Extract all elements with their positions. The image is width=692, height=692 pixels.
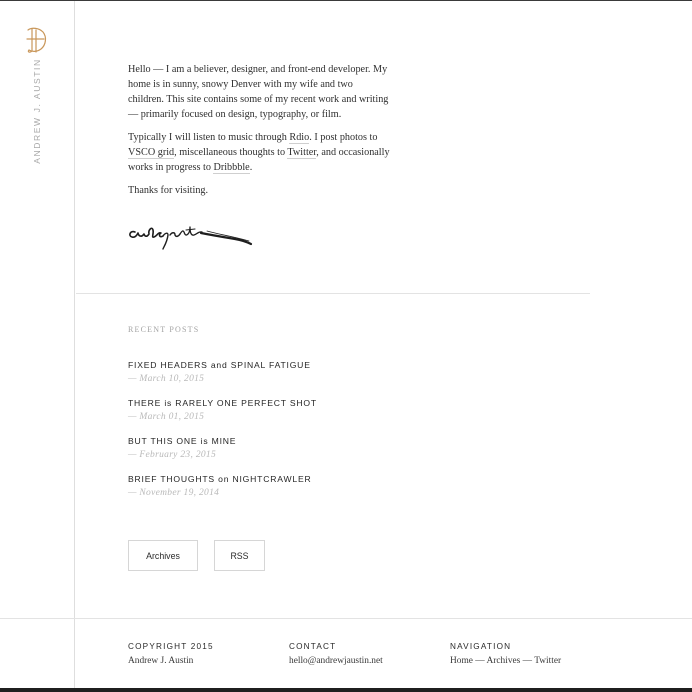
dribbble-link[interactable]: Dribbble: [213, 162, 250, 173]
handwritten-signature: [127, 218, 255, 252]
footer-navigation: [450, 642, 561, 666]
rss-button[interactable]: RSS: [214, 540, 265, 571]
sidebar: [0, 1, 75, 688]
post-title-link[interactable]: BRIEF THOUGHTS on NIGHTCRAWLER: [128, 474, 312, 484]
intro-paragraph-1: Hello — I am a believer, designer, and front-end developer. My home is in sunny, snowy Denver with my wife and two children. This site contains some of my recent work and writing — primarily focused on design, typography, or film.: [128, 64, 389, 120]
bottom-bar: [0, 688, 692, 692]
post-title-link[interactable]: FIXED HEADERS and SPINAL FATIGUE: [128, 360, 311, 370]
post-title-link[interactable]: THERE is RARELY ONE PERFECT SHOT: [128, 398, 317, 408]
post-date: — November 19, 2014: [128, 488, 220, 498]
intro-paragraph-2: [128, 130, 390, 175]
footer-nav-twitter[interactable]: Twitter: [534, 656, 562, 666]
footer-nav-home[interactable]: Home: [450, 656, 473, 666]
list-item: [128, 474, 317, 512]
contact-email-wrap: [289, 656, 383, 666]
intro-text-segment: , and occasionally works in progress to: [128, 147, 390, 173]
intro-text-segment: .: [249, 162, 253, 173]
contact-label: CONTACT: [289, 642, 337, 651]
intro-text-segment: . I post photos to: [309, 132, 378, 143]
nav-separator: —: [520, 656, 535, 666]
nav-separator: —: [472, 656, 487, 666]
intro-text-segment: , miscellaneous thoughts to: [174, 147, 288, 158]
rdio-link[interactable]: Rdio: [289, 132, 310, 143]
top-border: [0, 0, 692, 1]
recent-posts-list: [128, 360, 317, 512]
recent-posts-heading: RECENT POSTS: [128, 325, 200, 334]
intro-paragraph-3: Thanks for visiting.: [128, 185, 209, 196]
intro-text-segment: Typically I will listen to music through: [128, 132, 290, 143]
contact-email-link[interactable]: hello@andrewjaustin.net: [289, 656, 383, 666]
footer-copyright: [128, 642, 214, 666]
archives-button[interactable]: Archives: [128, 540, 198, 571]
monogram-logo-icon[interactable]: [24, 26, 48, 54]
list-item: [128, 436, 317, 474]
section-divider: [76, 293, 590, 294]
list-item: [128, 398, 317, 436]
post-date: — March 10, 2015: [128, 374, 205, 384]
intro-text: [128, 62, 390, 206]
twitter-link[interactable]: Twitter: [287, 147, 317, 158]
vertical-site-name: ANDREW J. AUSTIN: [32, 58, 42, 164]
footer-divider: [0, 618, 692, 619]
list-item: [128, 360, 317, 398]
post-date: — March 01, 2015: [128, 412, 205, 422]
vsco-grid-link[interactable]: VSCO grid: [128, 147, 175, 158]
footer-nav-links: [450, 656, 561, 666]
footer-nav-archives[interactable]: Archives: [486, 656, 521, 666]
copyright-name: Andrew J. Austin: [128, 656, 194, 666]
post-title-link[interactable]: BUT THIS ONE is MINE: [128, 436, 237, 446]
footer-contact: [289, 642, 383, 666]
navigation-label: NAVIGATION: [450, 642, 512, 651]
copyright-label: COPYRIGHT 2015: [128, 642, 214, 651]
post-date: — February 23, 2015: [128, 450, 217, 460]
